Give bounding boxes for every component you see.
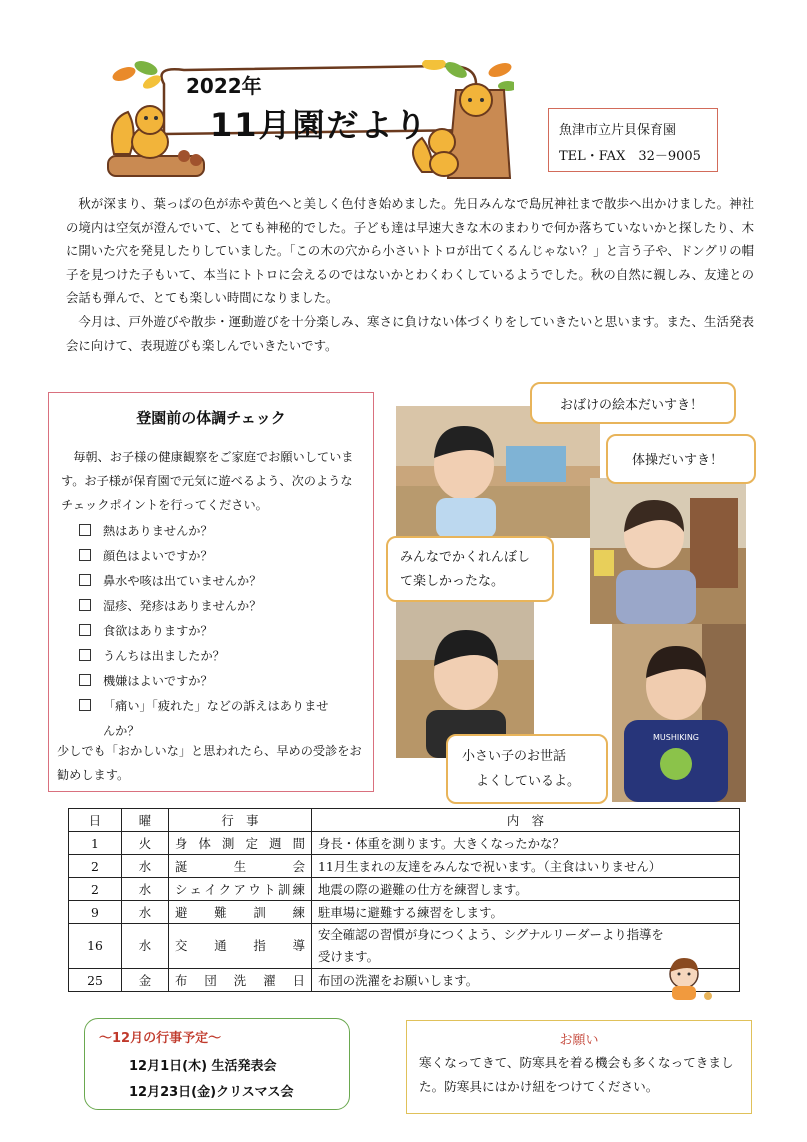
header-weekday: 曜 (122, 809, 169, 832)
header-detail: 内 容 (312, 809, 740, 832)
photo-girl-exercise (590, 478, 746, 624)
intro-paragraph-1: 秋が深まり、葉っぱの色が赤や黄色へと美しく色付き始めました。先日みんなで島尻神社まで散歩へ出かけました。神社の境内は空気が澄んでいて、とても神秘的でした。子ども達は早速大きな木のまわりで何か落ちていないかと探したり、木に開いた穴を発見したりしていました。「この木の穴から小さいトトロが出てくるんじゃない？」と言う子や、ドングリの帽子を見つけた子もいて、本当にトトロに会えるのではないかとわくわくしているようでした。秋の自然に親しみ、友達との会話も弾んで、とても楽しい時間になりました。 (66, 196, 754, 306)
checklist-item: 湿疹、発疹はありませんか？ (79, 594, 369, 619)
request-body: 寒くなってきて、防寒具を着る機会も多くなってきました。防寒具にはかけ紐をつけてください。 (419, 1055, 734, 1094)
december-events-box (84, 1018, 350, 1110)
health-check-lead: 毎朝、お子様の健康観察をご家庭でお願いしています。お子様が保育園で元気に遊べるよう、次のようなチェックポイントを行ってください。 (61, 450, 354, 512)
health-check-title: 登園前の体調チェック (136, 409, 286, 427)
checkbox-icon (79, 549, 91, 561)
table-row: 1 火 身体測定週間 身長・体重を測ります。大きくなったかな？ (69, 832, 740, 855)
newsletter-year: 2022年 (186, 74, 262, 98)
speech-bubble: 小さい子のお世話 よくしているよ。 (446, 734, 608, 804)
checkbox-icon (79, 574, 91, 586)
school-contact: TEL・FAX 32－9005 (559, 149, 701, 164)
photo-boy-caring (612, 624, 746, 802)
table-row: 16 水 交通指導 安全確認の習慣が身につくよう、シグナルリーダーより指導を受けます。 (69, 924, 740, 969)
photo-boy-picture-book (396, 406, 600, 538)
shirt-text: MUSHIKING (653, 733, 699, 742)
health-check-box (48, 392, 374, 792)
table-row: 25 金 布団洗濯日 布団の洗濯をお願いします。 (69, 969, 740, 992)
checklist-item: 機嫌はよいですか？ (79, 669, 369, 694)
checklist-item-continued: んか？ (103, 724, 140, 738)
school-name: 魚津市立片貝保育園 (559, 123, 677, 138)
table-header-row (69, 809, 740, 832)
speech-bubble: みんなでかくれんぼし て楽しかったな。 (386, 536, 554, 602)
checkbox-icon (79, 649, 91, 661)
health-check-note: 少しでも「おかしいな」と思われたら、早めの受診をお勧めします。 (57, 744, 362, 782)
checkbox-icon (79, 674, 91, 686)
checkbox-icon (79, 599, 91, 611)
header-day: 日 (69, 809, 122, 832)
checklist-item: 「痛い」「疲れた」などの訴えはありませ (79, 694, 369, 719)
speech-bubble: おばけの絵本だいすき！ (530, 382, 736, 424)
checkbox-icon (79, 699, 91, 711)
checklist-item: 熱はありませんか？ (79, 519, 369, 544)
checklist-item: 鼻水や咳は出ていませんか？ (79, 569, 369, 594)
intro-paragraph-2: 今月は、戸外遊びや散歩・運動遊びを十分楽しみ、寒さに負けない体づくりをしていきたいと思います。また、生活発表会に向けて、表現遊びも楽しんでいきたいです。 (66, 313, 754, 353)
checkbox-icon (79, 524, 91, 536)
intro-text (66, 192, 754, 357)
event-schedule-table (68, 808, 740, 992)
table-row: 2 水 誕生会 11月生まれの友達をみんなで祝います。（主食はいりません） (69, 855, 740, 878)
request-box (406, 1020, 752, 1114)
december-heading: ～12月の行事予定～ (99, 1031, 222, 1046)
header-event: 行 事 (169, 809, 312, 832)
table-row: 9 水 避難訓練 駐車場に避難する練習をします。 (69, 901, 740, 924)
girl-illustration-icon (664, 956, 718, 1002)
checklist-item: うんちは出ましたか？ (79, 644, 369, 669)
checklist-item: 顔色はよいですか？ (79, 544, 369, 569)
checkbox-icon (79, 624, 91, 636)
newsletter-title: 11月園だより (210, 106, 429, 144)
checklist-item: 食欲はありますか？ (79, 619, 369, 644)
december-event: 12月23日(金)クリスマス会 (129, 1085, 294, 1100)
table-row: 2 水 シェイクアウト訓練 地震の際の避難の仕方を練習します。 (69, 878, 740, 901)
december-event: 12月1日(木) 生活発表会 (129, 1059, 277, 1074)
school-info-box (548, 108, 718, 172)
speech-bubble: 体操だいすき！ (606, 434, 756, 484)
health-checklist (79, 519, 369, 744)
request-heading: お願い (559, 1033, 599, 1048)
